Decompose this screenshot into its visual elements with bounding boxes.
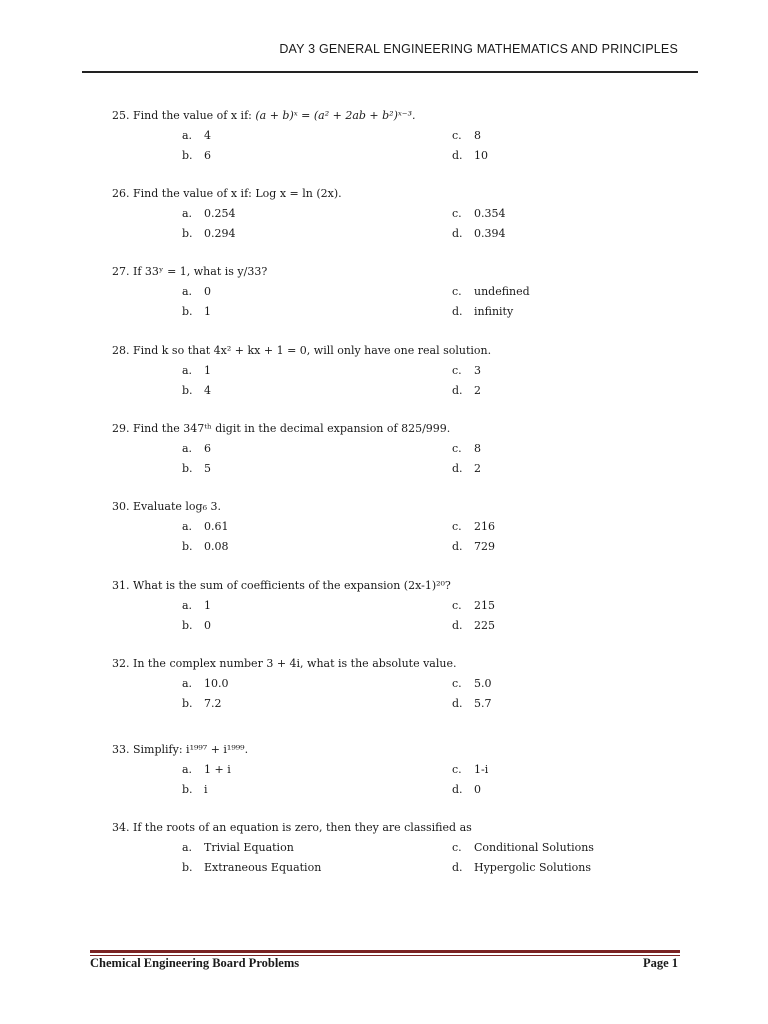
option-value: 729: [474, 540, 495, 553]
question-block: [112, 106, 712, 166]
option-letter: a.: [182, 599, 193, 612]
question-block: [112, 576, 712, 636]
answer-option: [182, 282, 211, 302]
option-letter: c.: [452, 763, 462, 776]
option-value: 8: [474, 129, 481, 142]
option-letter: b.: [182, 540, 193, 553]
option-letter: b.: [182, 783, 193, 796]
option-value: 10: [474, 149, 488, 162]
answer-option: [452, 381, 481, 401]
question-number: 31.: [112, 579, 130, 592]
option-value: 5: [204, 462, 211, 475]
option-value: 225: [474, 619, 495, 632]
answer-option: [182, 302, 211, 322]
answer-option: [182, 439, 211, 459]
answer-option: [452, 780, 481, 800]
question-text: Find k so that 4x² + kx + 1 = 0, will only have one real solution.: [133, 344, 492, 357]
answer-option: [452, 517, 495, 537]
question-text: Find the 347ᵗʰ digit in the decimal expansion of 825/999.: [133, 422, 451, 435]
option-value: 0.354: [474, 207, 506, 220]
option-value: 0: [474, 783, 481, 796]
answer-option: [182, 616, 211, 636]
question-text: What is the sum of coefficients of the expansion (2x-1)²⁰?: [133, 579, 451, 592]
option-row: [112, 459, 712, 479]
option-row: [112, 616, 712, 636]
option-letter: d.: [452, 619, 463, 632]
question-text: If the roots of an equation is zero, then they are classified as: [133, 821, 472, 834]
option-row: [112, 858, 712, 878]
question-block: [112, 654, 712, 714]
question-number: 25.: [112, 109, 130, 122]
option-row: [112, 361, 712, 381]
option-value: 10.0: [204, 677, 229, 690]
answer-option: [452, 282, 530, 302]
answer-option: [182, 146, 211, 166]
question-text: Evaluate log₆ 3.: [133, 500, 221, 513]
option-letter: a.: [182, 207, 193, 220]
question-block: [112, 818, 712, 878]
answer-option: [182, 780, 208, 800]
question-block: [112, 419, 712, 479]
answer-option: [182, 537, 229, 557]
option-value: 1-i: [474, 763, 489, 776]
question-number: 30.: [112, 500, 130, 513]
answer-option: [452, 126, 481, 146]
answer-option: [182, 674, 229, 694]
question-stem: [112, 419, 712, 439]
option-letter: d.: [452, 540, 463, 553]
footer-page-number: Page 1: [642, 956, 678, 970]
option-row: [112, 537, 712, 557]
option-letter: d.: [452, 861, 463, 874]
option-letter: a.: [182, 763, 193, 776]
question-text: In the complex number 3 + 4i, what is the absolute value.: [133, 657, 457, 670]
question-stem: [112, 818, 712, 838]
answer-option: [452, 537, 495, 557]
option-value: 2: [474, 462, 481, 475]
option-row: [112, 126, 712, 146]
option-letter: c.: [452, 364, 462, 377]
question-stem: [112, 576, 712, 596]
question-stem: [112, 740, 712, 760]
answer-option: [182, 381, 211, 401]
answer-option: [182, 760, 231, 780]
answer-option: [182, 838, 294, 858]
answer-option: [452, 838, 594, 858]
option-row: [112, 302, 712, 322]
option-row: [112, 838, 712, 858]
option-letter: d.: [452, 149, 463, 162]
option-letter: c.: [452, 677, 462, 690]
option-letter: b.: [182, 697, 193, 710]
option-row: [112, 694, 712, 714]
option-letter: a.: [182, 364, 193, 377]
question-number: 27.: [112, 265, 130, 278]
option-row: [112, 204, 712, 224]
option-letter: a.: [182, 285, 193, 298]
option-letter: c.: [452, 442, 462, 455]
answer-option: [182, 224, 236, 244]
option-value: 0.08: [204, 540, 229, 553]
option-letter: b.: [182, 384, 193, 397]
option-value: infinity: [474, 305, 514, 318]
option-letter: d.: [452, 227, 463, 240]
option-value: 8: [474, 442, 481, 455]
question-number: 26.: [112, 187, 130, 200]
answer-option: [182, 858, 321, 878]
question-text: Find the value of x if: Log x = ln (2x).: [133, 187, 342, 200]
option-value: 0.294: [204, 227, 236, 240]
answer-option: [182, 694, 222, 714]
answer-option: [452, 858, 591, 878]
question-number: 29.: [112, 422, 130, 435]
option-letter: b.: [182, 149, 193, 162]
answer-option: [452, 204, 506, 224]
option-letter: a.: [182, 129, 193, 142]
option-value: Extraneous Equation: [204, 861, 322, 874]
option-value: Hypergolic Solutions: [474, 861, 592, 874]
option-value: 215: [474, 599, 495, 612]
option-letter: b.: [182, 619, 193, 632]
question-number: 34.: [112, 821, 130, 834]
question-stem: [112, 262, 712, 282]
option-value: 3: [474, 364, 481, 377]
option-letter: a.: [182, 442, 193, 455]
answer-option: [452, 439, 481, 459]
option-row: [112, 780, 712, 800]
question-block: [112, 497, 712, 557]
answer-option: [452, 146, 488, 166]
answer-option: [182, 204, 236, 224]
answer-option: [452, 224, 506, 244]
answer-option: [452, 674, 492, 694]
option-letter: d.: [452, 697, 463, 710]
option-letter: a.: [182, 520, 193, 533]
option-letter: b.: [182, 462, 193, 475]
option-value: 6: [204, 149, 211, 162]
option-value: i: [204, 783, 208, 796]
question-block: [112, 184, 712, 244]
header-rule: [82, 71, 698, 73]
question-number: 32.: [112, 657, 130, 670]
option-letter: c.: [452, 129, 462, 142]
option-letter: c.: [452, 285, 462, 298]
option-value: 0: [204, 285, 211, 298]
option-letter: b.: [182, 305, 193, 318]
question-text: If 33ʸ = 1, what is y/33?: [133, 265, 268, 278]
question-stem: [112, 106, 712, 126]
answer-option: [452, 616, 495, 636]
question-stem: [112, 497, 712, 517]
answer-option: [452, 459, 481, 479]
question-stem: [112, 654, 712, 674]
question-stem: [112, 184, 712, 204]
answer-option: [182, 517, 229, 537]
option-letter: d.: [452, 462, 463, 475]
question-block: [112, 740, 712, 800]
question-text: Simplify: i¹⁹⁹⁷ + i¹⁹⁹⁹.: [133, 743, 249, 756]
answer-option: [182, 126, 211, 146]
answer-option: [452, 596, 495, 616]
option-row: [112, 439, 712, 459]
option-letter: a.: [182, 841, 193, 854]
option-value: 7.2: [204, 697, 222, 710]
option-row: [112, 224, 712, 244]
option-letter: c.: [452, 841, 462, 854]
answer-option: [452, 694, 492, 714]
option-letter: c.: [452, 520, 462, 533]
option-value: 0.394: [474, 227, 506, 240]
option-row: [112, 517, 712, 537]
option-row: [112, 381, 712, 401]
option-value: 0.61: [204, 520, 229, 533]
option-value: 1 + i: [204, 763, 231, 776]
answer-option: [452, 302, 513, 322]
option-letter: c.: [452, 207, 462, 220]
option-letter: c.: [452, 599, 462, 612]
question-block: [112, 341, 712, 401]
option-value: 216: [474, 520, 495, 533]
option-row: [112, 282, 712, 302]
answer-option: [452, 760, 488, 780]
answer-option: [182, 459, 211, 479]
option-row: [112, 674, 712, 694]
option-letter: d.: [452, 305, 463, 318]
answer-option: [452, 361, 481, 381]
option-value: 0.254: [204, 207, 236, 220]
option-value: Conditional Solutions: [474, 841, 594, 854]
option-letter: b.: [182, 861, 193, 874]
option-value: Trivial Equation: [204, 841, 294, 854]
option-value: 1: [204, 599, 211, 612]
question-number: 33.: [112, 743, 130, 756]
footer-document-title: Chemical Engineering Board Problems: [90, 956, 300, 970]
option-value: 6: [204, 442, 211, 455]
option-letter: d.: [452, 384, 463, 397]
option-value: 5.0: [474, 677, 492, 690]
footer-rule-thick: [90, 950, 680, 953]
question-block: [112, 262, 712, 322]
answer-option: [182, 596, 211, 616]
option-letter: b.: [182, 227, 193, 240]
option-value: 1: [204, 305, 211, 318]
option-row: [112, 146, 712, 166]
option-value: 2: [474, 384, 481, 397]
option-value: 4: [204, 384, 211, 397]
answer-option: [182, 361, 211, 381]
option-value: 0: [204, 619, 211, 632]
page-header-title: DAY 3 GENERAL ENGINEERING MATHEMATICS AND PRINCIPLES: [279, 42, 678, 56]
question-formula: (a + b)ˣ = (a² + 2ab + b²)ˣ⁻³.: [255, 109, 416, 122]
option-value: 1: [204, 364, 211, 377]
option-letter: a.: [182, 677, 193, 690]
option-value: 4: [204, 129, 211, 142]
question-number: 28.: [112, 344, 130, 357]
option-letter: d.: [452, 783, 463, 796]
option-row: [112, 760, 712, 780]
option-value: undefined: [474, 285, 530, 298]
question-stem: [112, 341, 712, 361]
question-text: Find the value of x if:: [133, 109, 252, 122]
option-value: 5.7: [474, 697, 492, 710]
option-row: [112, 596, 712, 616]
